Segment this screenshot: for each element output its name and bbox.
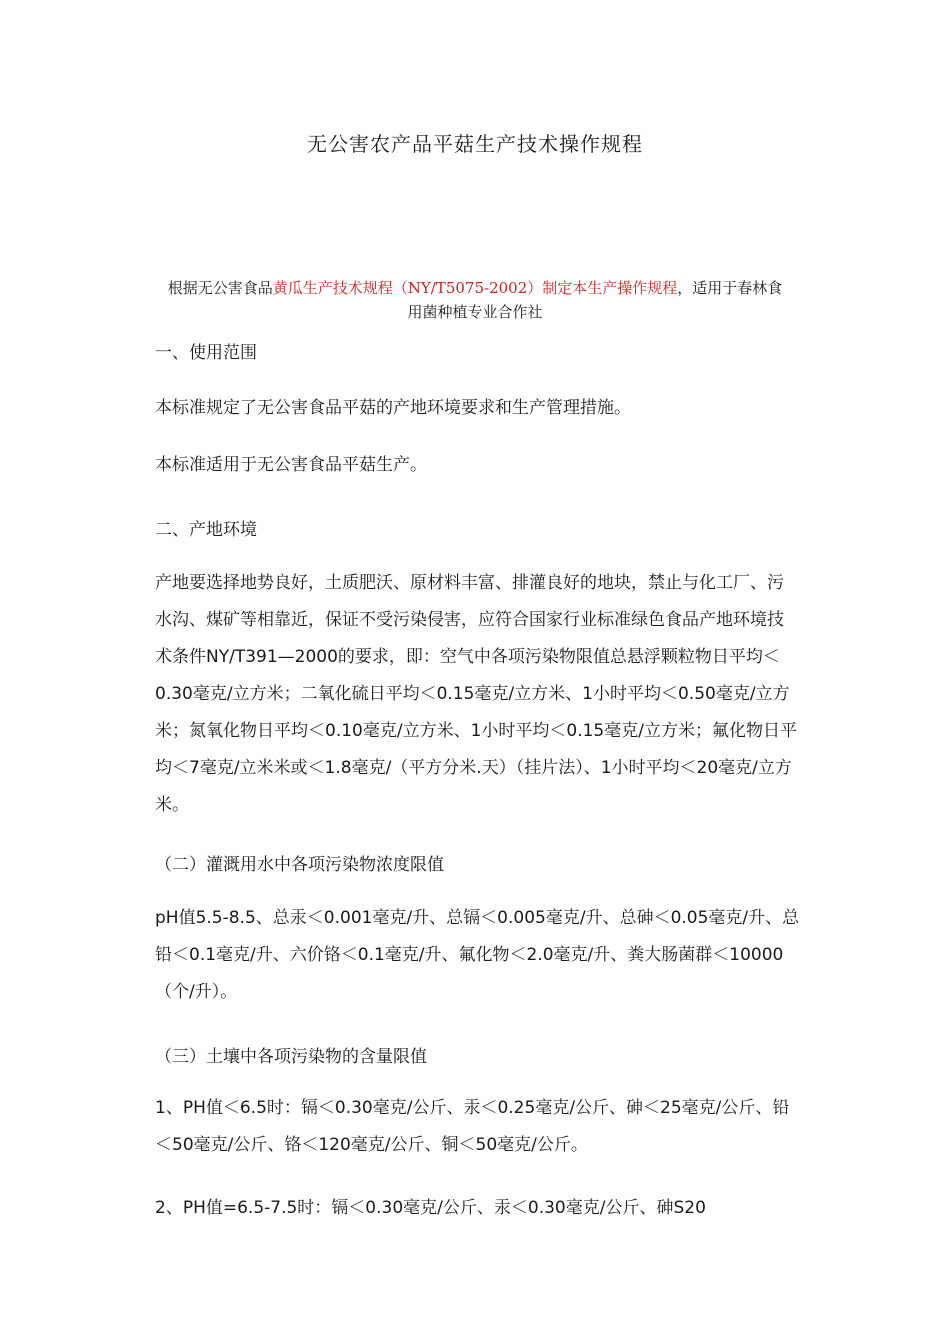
section-1-paragraph-2: 本标准适用于无公害食品平菇生产。 (155, 455, 427, 475)
section-2-heading: 二、产地环境 (155, 520, 257, 540)
document-title: 无公害农产品平菇生产技术操作规程 (307, 132, 643, 156)
section-1-heading: 一、使用范围 (155, 343, 257, 363)
section-2-sub-3-heading: （三）土壤中各项污染物的含量限值 (155, 1047, 427, 1067)
intro-suffix: ，适用于春林食用菌种植专业合作社 (407, 279, 783, 321)
section-2-paragraph: 产地要选择地势良好，土质肥沃、原材料丰富、排灌良好的地块，禁止与化工厂、污水沟、煤矿等相靠近，保证不受污染侵害，应符合国家行业标准绿色食品产地环境技术条件NY/T391—2000的要求，即：空气中各项污染物限值总悬浮颗粒物日平均＜0.30毫克/立方米；二氧化硫日平均＜0.15毫克/立方米、1小时平均＜0.50毫克/立方米；氮氧化物日平均＜0.10毫克/立方米、1小时平均＜0.15毫克/立方米；氟化物日平均＜7毫克/立米米或＜1.8毫克/（平方分米.天）（挂片法）、1小时平均＜20毫克/立方米。 (155, 573, 797, 815)
section-2-sub-2-heading: （二）灌溉用水中各项污染物浓度限值 (155, 855, 444, 875)
section-2-sub-3-paragraph-2: 2、PH值=6.5-7.5时：镉＜0.30毫克/公斤、汞＜0.30毫克/公斤、砷S20 (155, 1198, 706, 1218)
section-1-paragraph-1: 本标准规定了无公害食品平菇的产地环境要求和生产管理措施。 (155, 398, 631, 418)
section-2-sub-3-paragraph-1: 1、PH值＜6.5时：镉＜0.30毫克/公斤、汞＜0.25毫克/公斤、砷＜25毫克/公斤、铅＜50毫克/公斤、铬＜120毫克/公斤、铜＜50毫克/公斤。 (155, 1098, 790, 1155)
intro-paragraph (165, 276, 785, 324)
intro-red-text: 黄瓜生产技术规程（NY/T5075-2002）制定本生产操作规程 (272, 279, 678, 297)
section-2-sub-2-paragraph: pH值5.5-8.5、总汞＜0.001毫克/升、总镉＜0.005毫克/升、总砷＜0.05毫克/升、总铅＜0.1毫克/升、六价铬＜0.1毫克/升、氟化物＜2.0毫克/升、粪大肠菌群＜10000（个/升）。 (155, 908, 800, 1002)
intro-prefix: 根据无公害食品 (167, 279, 273, 297)
